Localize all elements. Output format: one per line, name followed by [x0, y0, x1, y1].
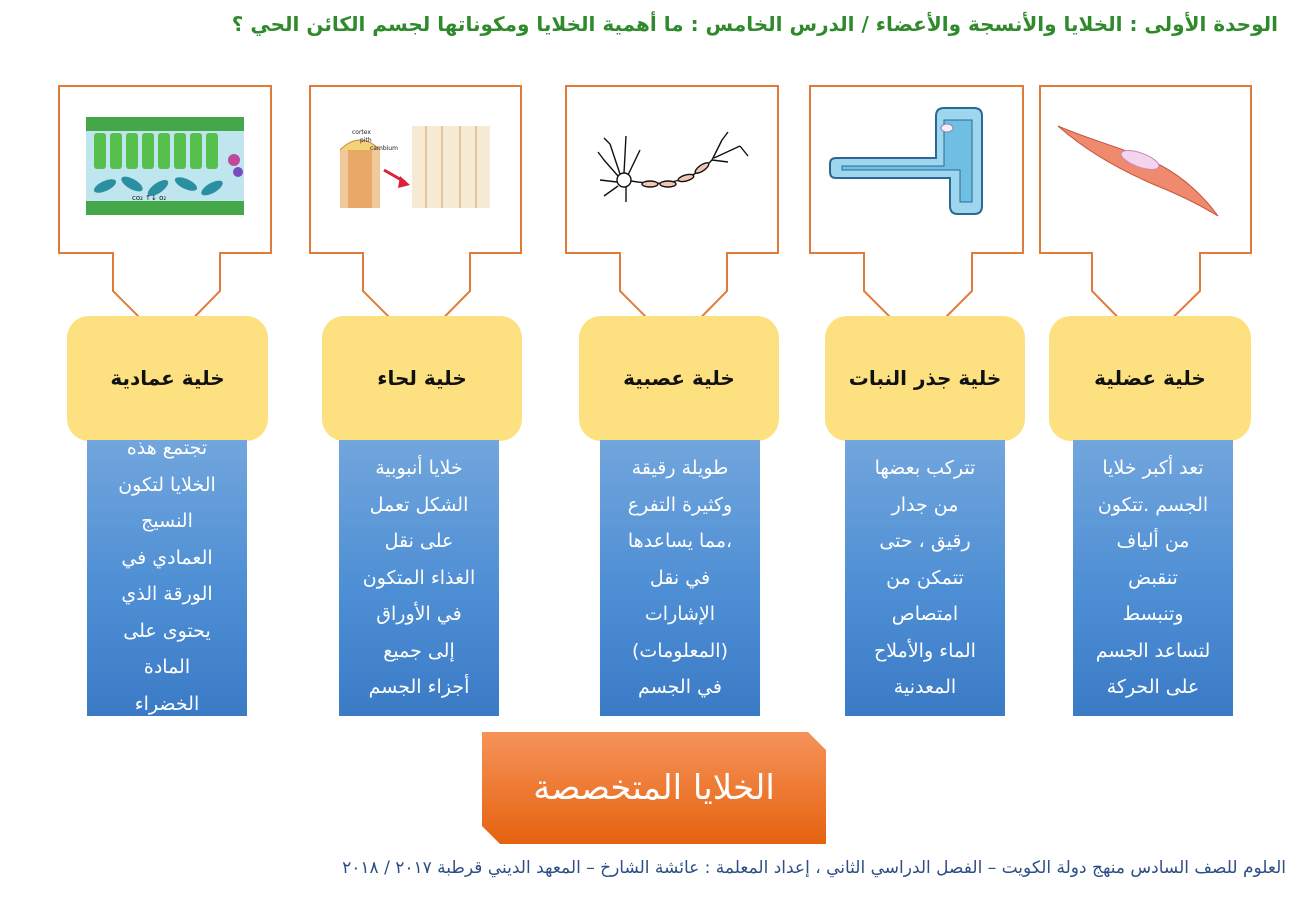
callout-card-muscle	[1040, 86, 1251, 345]
page-footer: العلوم للصف السادس منهج دولة الكويت – الفصل الدراسي الثاني ، إعداد المعلمة : عائشة الشارخ – المعهد الديني قرطبة ٢٠١٧ / ٢٠١٨	[342, 858, 1286, 878]
description-line: النسيج	[141, 510, 193, 532]
page-header: الوحدة الأولى : الخلايا والأنسجة والأعضاء / الدرس الخامس : ما أهمية الخلايا ومكوناتها لجسم الكائن الحي ؟	[231, 12, 1278, 36]
description-line: (المعلومات)	[631, 639, 728, 662]
phloem-cell-illustration	[340, 126, 490, 208]
cell-name-box-palisade	[67, 316, 268, 441]
cell-name-box-neuron	[579, 316, 779, 441]
description-line: من ألياف	[1116, 530, 1190, 552]
callout-card-neuron	[566, 86, 778, 345]
phloem-pith-label: pith	[360, 137, 372, 144]
palisade-cell-illustration	[86, 117, 244, 215]
description-line: وكثيرة التفرع	[627, 493, 733, 516]
cell-name-palisade: خلية عمادية	[110, 365, 225, 390]
description-box-muscle	[1073, 440, 1233, 716]
description-line: تنقبض	[1128, 566, 1178, 589]
description-line: من جدار	[891, 493, 959, 516]
description-line: على نقل	[384, 530, 454, 552]
description-box-root	[845, 440, 1005, 716]
description-line: خلايا أنبوبية	[375, 457, 463, 479]
description-line: المعدنية	[893, 676, 957, 698]
description-line: إلى جميع	[383, 639, 455, 662]
callout-card-palisade	[59, 86, 271, 345]
description-box-phloem	[339, 440, 499, 716]
cell-name-box-phloem	[322, 316, 522, 441]
callout-card-root	[810, 86, 1023, 345]
main-title-box	[482, 732, 826, 844]
cell-name-neuron: خلية عصبية	[623, 365, 735, 390]
description-line: الورقة الذي	[121, 583, 213, 605]
description-line: تتمكن من	[886, 566, 964, 589]
description-line: ،مما يساعدها	[627, 530, 733, 552]
description-line: تتركب بعضها	[874, 457, 976, 479]
description-box-neuron	[600, 440, 760, 716]
description-line: أجزاء الجسم	[368, 676, 470, 698]
description-line: الشكل تعمل	[369, 493, 469, 516]
callout-card-phloem	[310, 86, 521, 345]
description-box-palisade	[87, 440, 247, 716]
phloem-cambium-label: cambium	[370, 145, 398, 152]
description-line: تعد أكبر خلايا	[1102, 457, 1204, 479]
description-line: طويلة رقيقة	[631, 457, 729, 479]
description-line: تجتمع هذه	[126, 440, 208, 459]
description-line: الإشارات	[644, 603, 716, 625]
phloem-cortex-label: cortex	[352, 129, 371, 136]
main-title: الخلايا المتخصصة	[533, 768, 775, 808]
description-line: في الأوراق	[376, 603, 462, 625]
cell-name-root: خلية جذر النبات	[848, 365, 1002, 390]
description-line: الخضراء	[134, 692, 200, 715]
description-line: امتصاص	[891, 603, 959, 625]
description-line: لتساعد الجسم	[1095, 639, 1211, 662]
cell-name-muscle: خلية عضلية	[1094, 365, 1206, 390]
description-line: العمادي في	[121, 546, 213, 569]
description-line: في نقل	[649, 566, 711, 589]
description-line: الماء والأملاح	[874, 639, 976, 662]
palisade-gas-label: co₂ ↑↓ o₂	[132, 194, 167, 202]
description-line: في الجسم	[638, 676, 722, 698]
cell-name-box-root	[825, 316, 1025, 441]
cell-name-box-muscle	[1049, 316, 1251, 441]
description-line: الغذاء المتكون	[362, 566, 476, 589]
description-line: المادة	[143, 656, 191, 678]
description-line: الخلايا لتكون	[118, 473, 216, 496]
description-line: يحتوى على	[123, 619, 211, 642]
description-line: وتنبسط	[1122, 603, 1184, 625]
description-line: على الحركة	[1106, 676, 1200, 698]
cell-name-phloem: خلية لحاء	[377, 365, 467, 390]
description-line: الجسم .تتكون	[1097, 493, 1209, 516]
description-line: رقيق ، حتى	[879, 530, 971, 552]
